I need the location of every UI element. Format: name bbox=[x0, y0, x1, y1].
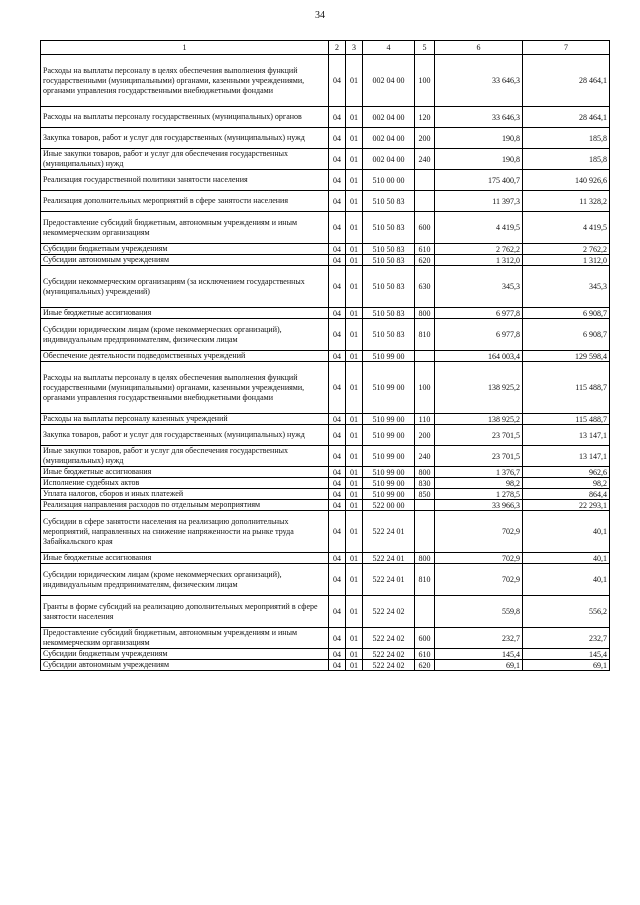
amount-col7: 2 762,2 bbox=[523, 244, 610, 255]
amount-col6: 190,8 bbox=[435, 128, 523, 149]
table-row bbox=[41, 649, 610, 660]
table-row bbox=[41, 564, 610, 596]
table-row bbox=[41, 255, 610, 266]
expense-type-code: 620 bbox=[415, 255, 435, 266]
section-code: 04 bbox=[329, 212, 346, 244]
amount-col6: 11 397,3 bbox=[435, 191, 523, 212]
section-code: 04 bbox=[329, 489, 346, 500]
subsection-code: 01 bbox=[346, 489, 363, 500]
amount-col6: 138 925,2 bbox=[435, 362, 523, 414]
target-article-code: 522 00 00 bbox=[363, 500, 415, 511]
budget-table bbox=[40, 40, 610, 671]
row-name: Расходы на выплаты персоналу казенных учреждений bbox=[41, 414, 329, 425]
amount-col7: 185,8 bbox=[523, 128, 610, 149]
section-code: 04 bbox=[329, 446, 346, 467]
target-article-code: 522 24 02 bbox=[363, 660, 415, 671]
amount-col6: 1 312,0 bbox=[435, 255, 523, 266]
target-article-code: 510 50 83 bbox=[363, 319, 415, 351]
amount-col6: 232,7 bbox=[435, 628, 523, 649]
expense-type-code bbox=[415, 596, 435, 628]
expense-type-code bbox=[415, 170, 435, 191]
column-header: 7 bbox=[523, 41, 610, 55]
amount-col7: 40,1 bbox=[523, 511, 610, 553]
amount-col6: 33 646,3 bbox=[435, 107, 523, 128]
section-code: 04 bbox=[329, 107, 346, 128]
expense-type-code: 200 bbox=[415, 128, 435, 149]
table-row bbox=[41, 478, 610, 489]
section-code: 04 bbox=[329, 266, 346, 308]
amount-col6: 1 376,7 bbox=[435, 467, 523, 478]
subsection-code: 01 bbox=[346, 244, 363, 255]
expense-type-code: 600 bbox=[415, 212, 435, 244]
section-code: 04 bbox=[329, 414, 346, 425]
section-code: 04 bbox=[329, 564, 346, 596]
table-row bbox=[41, 128, 610, 149]
row-name: Предоставление субсидий бюджетным, автономным учреждениям и иным некоммерческим организациям bbox=[41, 628, 329, 649]
row-name: Субсидии некоммерческим организациям (за исключением государственных (муниципальных) учреждений) bbox=[41, 266, 329, 308]
section-code: 04 bbox=[329, 170, 346, 191]
target-article-code: 510 99 00 bbox=[363, 489, 415, 500]
target-article-code: 522 24 02 bbox=[363, 596, 415, 628]
expense-type-code: 620 bbox=[415, 660, 435, 671]
amount-col7: 40,1 bbox=[523, 553, 610, 564]
table-row bbox=[41, 107, 610, 128]
target-article-code: 510 99 00 bbox=[363, 362, 415, 414]
subsection-code: 01 bbox=[346, 212, 363, 244]
target-article-code: 510 99 00 bbox=[363, 351, 415, 362]
row-name: Иные бюджетные ассигнования bbox=[41, 467, 329, 478]
expense-type-code: 850 bbox=[415, 489, 435, 500]
table-row bbox=[41, 319, 610, 351]
row-name: Закупка товаров, работ и услуг для государственных (муниципальных) нужд bbox=[41, 128, 329, 149]
amount-col6: 702,9 bbox=[435, 564, 523, 596]
column-header: 3 bbox=[346, 41, 363, 55]
amount-col6: 559,8 bbox=[435, 596, 523, 628]
expense-type-code: 800 bbox=[415, 308, 435, 319]
target-article-code: 510 99 00 bbox=[363, 478, 415, 489]
section-code: 04 bbox=[329, 478, 346, 489]
row-name: Субсидии юридическим лицам (кроме некоммерческих организаций), индивидуальным предпринимателям, физическим лицам bbox=[41, 564, 329, 596]
target-article-code: 510 99 00 bbox=[363, 425, 415, 446]
subsection-code: 01 bbox=[346, 596, 363, 628]
row-name: Субсидии юридическим лицам (кроме некоммерческих организаций), индивидуальным предпринимателям, физическим лицам bbox=[41, 319, 329, 351]
amount-col7: 13 147,1 bbox=[523, 425, 610, 446]
amount-col6: 702,9 bbox=[435, 553, 523, 564]
expense-type-code: 800 bbox=[415, 553, 435, 564]
subsection-code: 01 bbox=[346, 149, 363, 170]
column-header: 4 bbox=[363, 41, 415, 55]
section-code: 04 bbox=[329, 308, 346, 319]
target-article-code: 510 50 83 bbox=[363, 191, 415, 212]
amount-col6: 145,4 bbox=[435, 649, 523, 660]
amount-col7: 13 147,1 bbox=[523, 446, 610, 467]
target-article-code: 002 04 00 bbox=[363, 107, 415, 128]
column-header: 2 bbox=[329, 41, 346, 55]
amount-col6: 6 977,8 bbox=[435, 308, 523, 319]
target-article-code: 522 24 01 bbox=[363, 553, 415, 564]
expense-type-code: 810 bbox=[415, 319, 435, 351]
table-row bbox=[41, 191, 610, 212]
expense-type-code: 120 bbox=[415, 107, 435, 128]
expense-type-code: 240 bbox=[415, 149, 435, 170]
section-code: 04 bbox=[329, 191, 346, 212]
target-article-code: 510 99 00 bbox=[363, 446, 415, 467]
section-code: 04 bbox=[329, 319, 346, 351]
amount-col7: 28 464,1 bbox=[523, 107, 610, 128]
row-name: Субсидии автономным учреждениям bbox=[41, 255, 329, 266]
expense-type-code: 240 bbox=[415, 446, 435, 467]
subsection-code: 01 bbox=[346, 362, 363, 414]
table-row bbox=[41, 212, 610, 244]
target-article-code: 002 04 00 bbox=[363, 149, 415, 170]
expense-type-code: 610 bbox=[415, 649, 435, 660]
table-row bbox=[41, 500, 610, 511]
amount-col7: 11 328,2 bbox=[523, 191, 610, 212]
expense-type-code: 830 bbox=[415, 478, 435, 489]
subsection-code: 01 bbox=[346, 649, 363, 660]
section-code: 04 bbox=[329, 128, 346, 149]
amount-col7: 185,8 bbox=[523, 149, 610, 170]
amount-col6: 33 646,3 bbox=[435, 55, 523, 107]
target-article-code: 002 04 00 bbox=[363, 128, 415, 149]
amount-col6: 175 400,7 bbox=[435, 170, 523, 191]
amount-col7: 140 926,6 bbox=[523, 170, 610, 191]
row-name: Расходы на выплаты персоналу в целях обеспечения выполнения функций государственными (муниципальными) органами, казенными учреждениями, органами управления государственными внебюджетными фондами bbox=[41, 55, 329, 107]
row-name: Гранты в форме субсидий на реализацию дополнительных мероприятий в сфере занятости населения bbox=[41, 596, 329, 628]
amount-col6: 138 925,2 bbox=[435, 414, 523, 425]
table-row bbox=[41, 489, 610, 500]
target-article-code: 510 50 83 bbox=[363, 308, 415, 319]
amount-col6: 4 419,5 bbox=[435, 212, 523, 244]
target-article-code: 510 50 83 bbox=[363, 212, 415, 244]
amount-col6: 190,8 bbox=[435, 149, 523, 170]
table-row bbox=[41, 467, 610, 478]
amount-col6: 69,1 bbox=[435, 660, 523, 671]
amount-col7: 40,1 bbox=[523, 564, 610, 596]
section-code: 04 bbox=[329, 425, 346, 446]
table-row bbox=[41, 149, 610, 170]
subsection-code: 01 bbox=[346, 564, 363, 596]
table-row bbox=[41, 55, 610, 107]
row-name: Субсидии автономным учреждениям bbox=[41, 660, 329, 671]
row-name: Закупка товаров, работ и услуг для государственных (муниципальных) нужд bbox=[41, 425, 329, 446]
table-row bbox=[41, 553, 610, 564]
table-row bbox=[41, 511, 610, 553]
subsection-code: 01 bbox=[346, 628, 363, 649]
expense-type-code bbox=[415, 351, 435, 362]
target-article-code: 522 24 01 bbox=[363, 564, 415, 596]
table-row bbox=[41, 425, 610, 446]
expense-type-code bbox=[415, 191, 435, 212]
amount-col6: 2 762,2 bbox=[435, 244, 523, 255]
row-name: Иные закупки товаров, работ и услуг для обеспечения государственных (муниципальных) нужд bbox=[41, 149, 329, 170]
row-name: Реализация государственной политики занятости населения bbox=[41, 170, 329, 191]
expense-type-code: 610 bbox=[415, 244, 435, 255]
table-row bbox=[41, 170, 610, 191]
row-name: Исполнение судебных актов bbox=[41, 478, 329, 489]
table-body bbox=[41, 55, 610, 671]
expense-type-code bbox=[415, 511, 435, 553]
row-name: Иные бюджетные ассигнования bbox=[41, 308, 329, 319]
expense-type-code: 810 bbox=[415, 564, 435, 596]
subsection-code: 01 bbox=[346, 55, 363, 107]
subsection-code: 01 bbox=[346, 500, 363, 511]
subsection-code: 01 bbox=[346, 128, 363, 149]
row-name: Реализация дополнительных мероприятий в сфере занятости населения bbox=[41, 191, 329, 212]
amount-col7: 232,7 bbox=[523, 628, 610, 649]
target-article-code: 510 50 83 bbox=[363, 244, 415, 255]
subsection-code: 01 bbox=[346, 266, 363, 308]
row-name: Реализация направления расходов по отдельным мероприятиям bbox=[41, 500, 329, 511]
expense-type-code: 110 bbox=[415, 414, 435, 425]
row-name: Иные закупки товаров, работ и услуг для обеспечения государственных (муниципальных) нужд bbox=[41, 446, 329, 467]
amount-col7: 556,2 bbox=[523, 596, 610, 628]
table-row bbox=[41, 596, 610, 628]
subsection-code: 01 bbox=[346, 308, 363, 319]
row-name: Предоставление субсидий бюджетным, автономным учреждениям и иным некоммерческим организациям bbox=[41, 212, 329, 244]
subsection-code: 01 bbox=[346, 511, 363, 553]
expense-type-code: 200 bbox=[415, 425, 435, 446]
column-header: 1 bbox=[41, 41, 329, 55]
amount-col6: 6 977,8 bbox=[435, 319, 523, 351]
amount-col7: 129 598,4 bbox=[523, 351, 610, 362]
amount-col6: 345,3 bbox=[435, 266, 523, 308]
page-number: 34 bbox=[315, 10, 325, 21]
expense-type-code: 600 bbox=[415, 628, 435, 649]
amount-col7: 115 488,7 bbox=[523, 414, 610, 425]
amount-col7: 1 312,0 bbox=[523, 255, 610, 266]
amount-col6: 23 701,5 bbox=[435, 425, 523, 446]
row-name: Иные бюджетные ассигнования bbox=[41, 553, 329, 564]
subsection-code: 01 bbox=[346, 107, 363, 128]
subsection-code: 01 bbox=[346, 191, 363, 212]
amount-col6: 1 278,5 bbox=[435, 489, 523, 500]
subsection-code: 01 bbox=[346, 553, 363, 564]
table-row bbox=[41, 351, 610, 362]
target-article-code: 510 99 00 bbox=[363, 467, 415, 478]
amount-col7: 962,6 bbox=[523, 467, 610, 478]
row-name: Уплата налогов, сборов и иных платежей bbox=[41, 489, 329, 500]
amount-col7: 98,2 bbox=[523, 478, 610, 489]
expense-type-code: 100 bbox=[415, 362, 435, 414]
subsection-code: 01 bbox=[346, 255, 363, 266]
expense-type-code: 100 bbox=[415, 55, 435, 107]
subsection-code: 01 bbox=[346, 414, 363, 425]
row-name: Субсидии бюджетным учреждениям bbox=[41, 244, 329, 255]
table-row bbox=[41, 660, 610, 671]
amount-col6: 164 003,4 bbox=[435, 351, 523, 362]
table-row bbox=[41, 362, 610, 414]
amount-col7: 22 293,1 bbox=[523, 500, 610, 511]
row-name: Расходы на выплаты персоналу в целях обеспечения выполнения функций государственными (муниципальными) органами, казенными учреждениями, органами управления государственными внебюджетными фондами bbox=[41, 362, 329, 414]
amount-col6: 33 966,3 bbox=[435, 500, 523, 511]
amount-col7: 145,4 bbox=[523, 649, 610, 660]
subsection-code: 01 bbox=[346, 446, 363, 467]
table-row bbox=[41, 308, 610, 319]
table-row bbox=[41, 414, 610, 425]
expense-type-code bbox=[415, 500, 435, 511]
column-header: 5 bbox=[415, 41, 435, 55]
amount-col7: 345,3 bbox=[523, 266, 610, 308]
section-code: 04 bbox=[329, 511, 346, 553]
row-name: Расходы на выплаты персоналу государственных (муниципальных) органов bbox=[41, 107, 329, 128]
row-name: Обеспечение деятельности подведомственных учреждений bbox=[41, 351, 329, 362]
amount-col7: 6 908,7 bbox=[523, 308, 610, 319]
section-code: 04 bbox=[329, 628, 346, 649]
target-article-code: 510 50 83 bbox=[363, 266, 415, 308]
target-article-code: 510 50 83 bbox=[363, 255, 415, 266]
section-code: 04 bbox=[329, 467, 346, 478]
section-code: 04 bbox=[329, 255, 346, 266]
subsection-code: 01 bbox=[346, 660, 363, 671]
section-code: 04 bbox=[329, 351, 346, 362]
expense-type-code: 630 bbox=[415, 266, 435, 308]
section-code: 04 bbox=[329, 362, 346, 414]
amount-col7: 115 488,7 bbox=[523, 362, 610, 414]
section-code: 04 bbox=[329, 596, 346, 628]
amount-col7: 6 908,7 bbox=[523, 319, 610, 351]
section-code: 04 bbox=[329, 660, 346, 671]
subsection-code: 01 bbox=[346, 478, 363, 489]
subsection-code: 01 bbox=[346, 425, 363, 446]
amount-col6: 23 701,5 bbox=[435, 446, 523, 467]
column-header: 6 bbox=[435, 41, 523, 55]
amount-col7: 28 464,1 bbox=[523, 55, 610, 107]
amount-col7: 864,4 bbox=[523, 489, 610, 500]
target-article-code: 002 04 00 bbox=[363, 55, 415, 107]
amount-col6: 702,9 bbox=[435, 511, 523, 553]
table-row bbox=[41, 446, 610, 467]
section-code: 04 bbox=[329, 55, 346, 107]
subsection-code: 01 bbox=[346, 467, 363, 478]
target-article-code: 510 99 00 bbox=[363, 414, 415, 425]
target-article-code: 522 24 01 bbox=[363, 511, 415, 553]
amount-col7: 69,1 bbox=[523, 660, 610, 671]
section-code: 04 bbox=[329, 553, 346, 564]
subsection-code: 01 bbox=[346, 351, 363, 362]
subsection-code: 01 bbox=[346, 319, 363, 351]
row-name: Субсидии бюджетным учреждениям bbox=[41, 649, 329, 660]
section-code: 04 bbox=[329, 244, 346, 255]
header-row bbox=[41, 41, 610, 55]
table-row bbox=[41, 244, 610, 255]
amount-col7: 4 419,5 bbox=[523, 212, 610, 244]
section-code: 04 bbox=[329, 149, 346, 170]
subsection-code: 01 bbox=[346, 170, 363, 191]
amount-col6: 98,2 bbox=[435, 478, 523, 489]
table-row bbox=[41, 628, 610, 649]
target-article-code: 522 24 02 bbox=[363, 628, 415, 649]
table-row bbox=[41, 266, 610, 308]
target-article-code: 522 24 02 bbox=[363, 649, 415, 660]
section-code: 04 bbox=[329, 500, 346, 511]
row-name: Субсидии в сфере занятости населения на реализацию дополнительных мероприятий, направленных на снижение напряженности на рынке труда Забайкальского края bbox=[41, 511, 329, 553]
section-code: 04 bbox=[329, 649, 346, 660]
expense-type-code: 800 bbox=[415, 467, 435, 478]
target-article-code: 510 00 00 bbox=[363, 170, 415, 191]
